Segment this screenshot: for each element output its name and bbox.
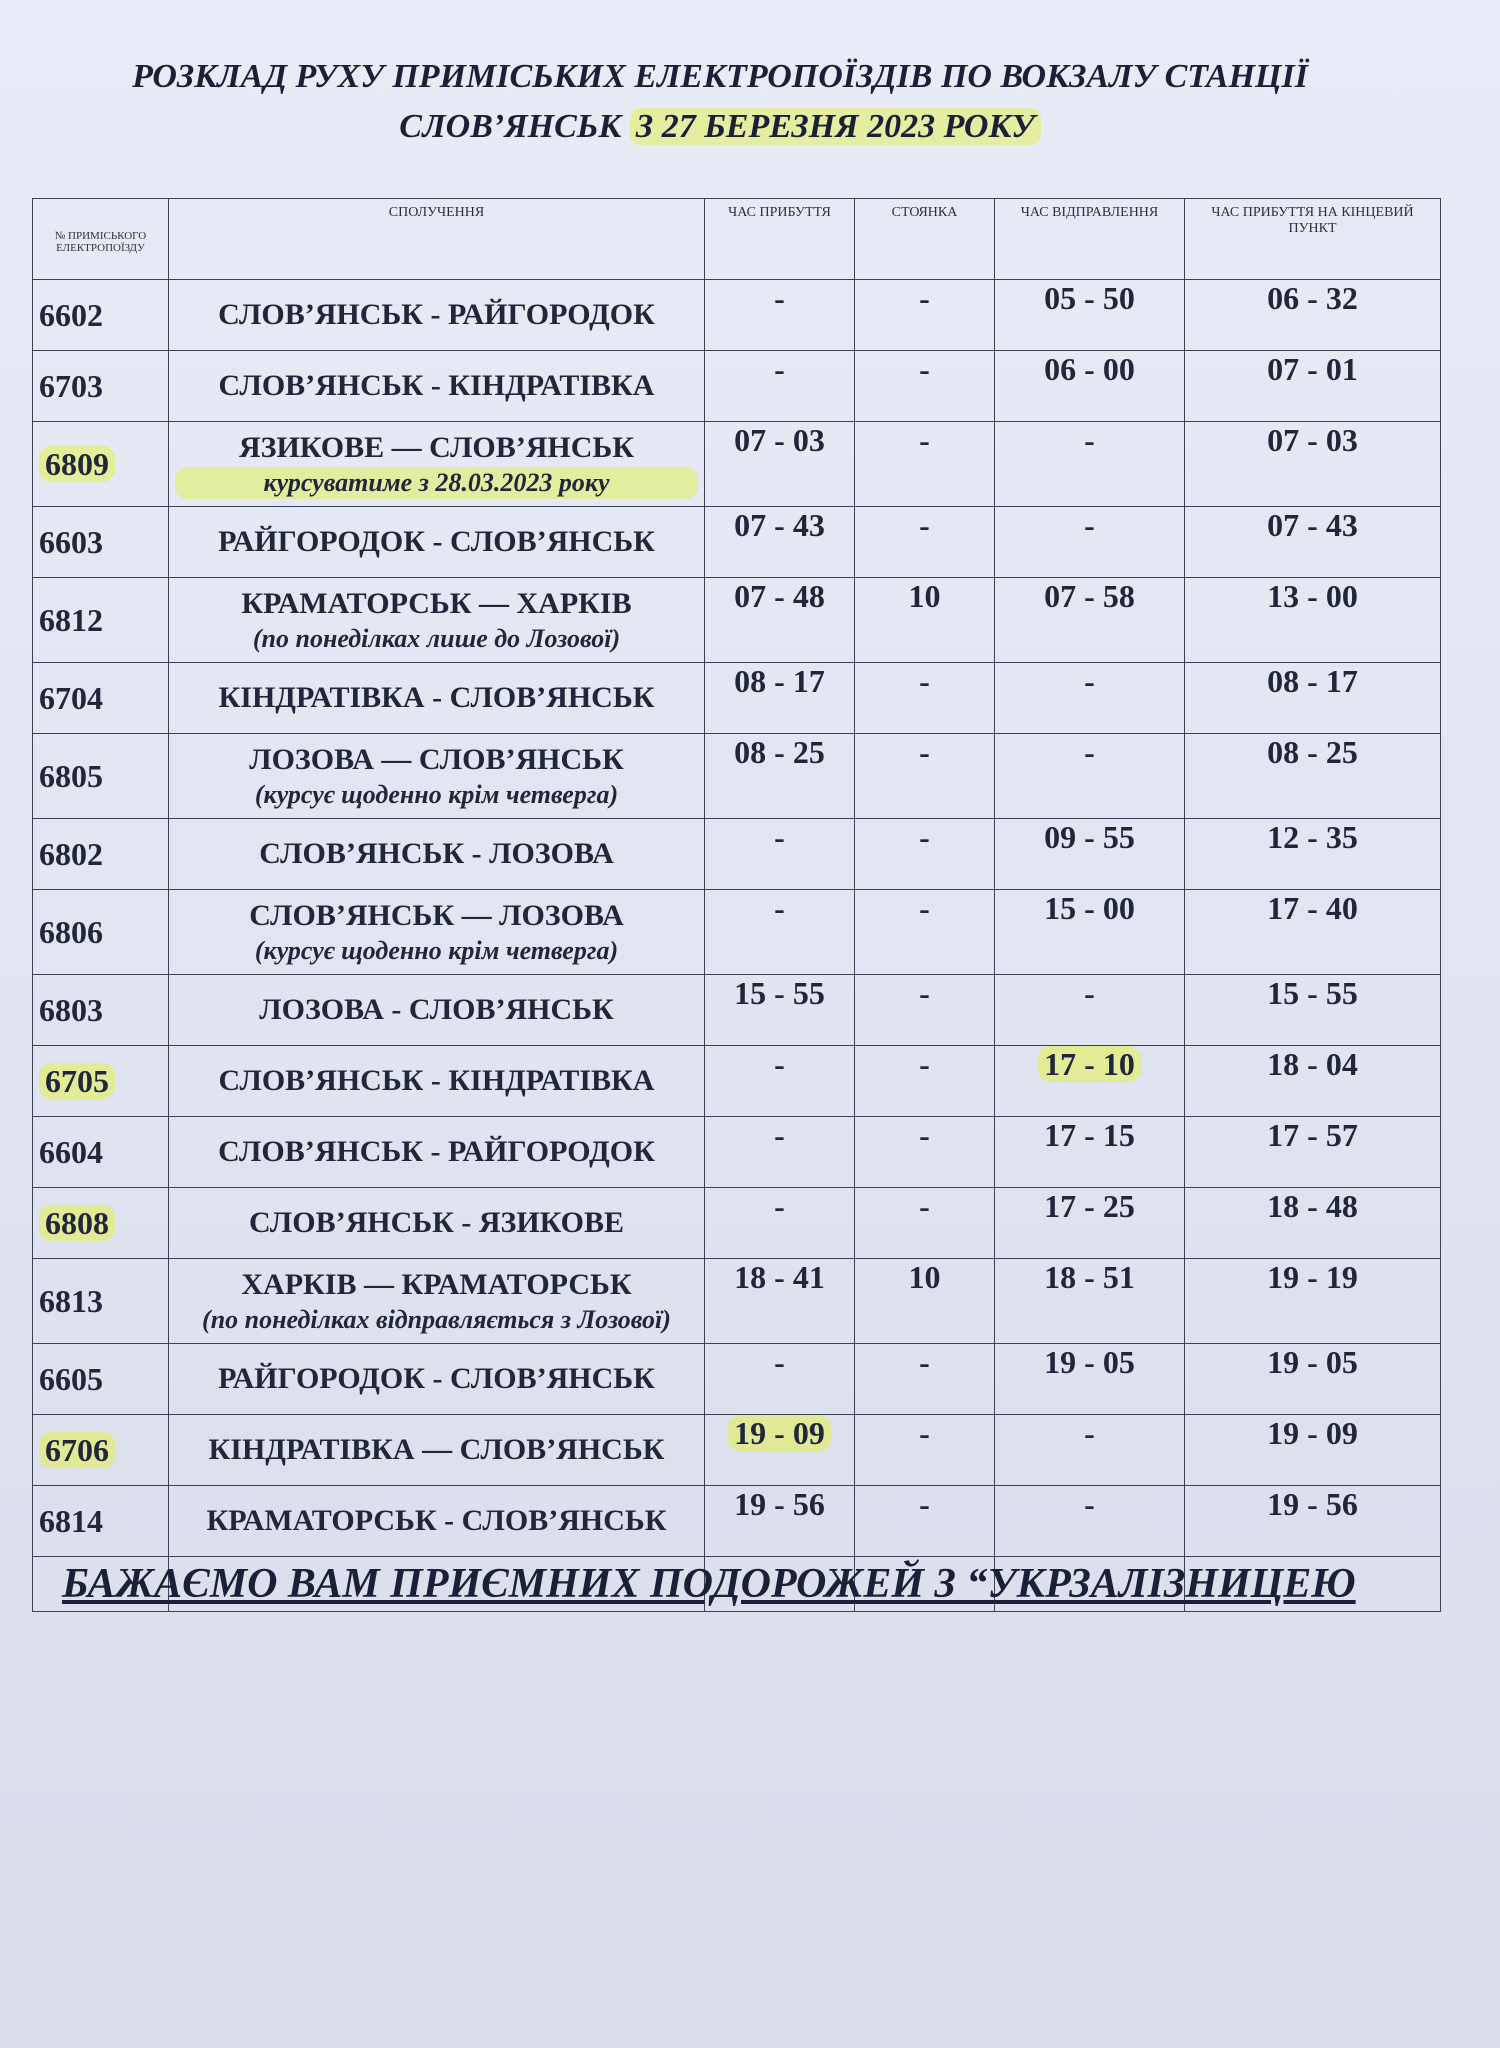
train-number-text: 6602 (39, 296, 103, 333)
departure-time (995, 578, 1185, 663)
train-number (33, 1117, 169, 1188)
route-cell (169, 280, 705, 351)
departure-time (995, 1117, 1185, 1188)
departure-time (995, 351, 1185, 422)
route-name: РАЙГОРОДОК - СЛОВ’ЯНСЬК (218, 1362, 655, 1395)
train-number (33, 1188, 169, 1259)
departure-time-text: 19 - 05 (1044, 1344, 1135, 1380)
route-name: ХАРКІВ — КРАМАТОРСЬК (241, 1268, 632, 1301)
departure-time-text: - (1084, 975, 1095, 1011)
arrival-time (705, 975, 855, 1046)
arrival-time (705, 578, 855, 663)
table-header-row (33, 199, 1441, 280)
stop-duration (855, 351, 995, 422)
final-arrival-time-text: 12 - 35 (1267, 819, 1358, 855)
stop-duration (855, 507, 995, 578)
arrival-time (705, 890, 855, 975)
stop-duration-text: - (919, 734, 930, 770)
departure-time-text: 07 - 58 (1044, 578, 1135, 614)
departure-time (995, 1046, 1185, 1117)
final-arrival-time (1185, 578, 1441, 663)
final-arrival-time-text: 08 - 25 (1267, 734, 1358, 770)
departure-time (995, 734, 1185, 819)
departure-time-text: - (1084, 734, 1095, 770)
train-number-text: 6803 (39, 991, 103, 1028)
arrival-time (705, 734, 855, 819)
stop-duration (855, 734, 995, 819)
table-row (33, 890, 1441, 975)
departure-time (995, 819, 1185, 890)
stop-duration (855, 975, 995, 1046)
route-name: КІНДРАТІВКА — СЛОВ’ЯНСЬК (208, 1433, 665, 1466)
final-arrival-time (1185, 734, 1441, 819)
table-row (33, 1415, 1441, 1486)
header-stop: СТОЯНКА (855, 199, 995, 280)
table-row (33, 1486, 1441, 1557)
final-arrival-time-text: 07 - 01 (1267, 351, 1358, 387)
route-cell (169, 1117, 705, 1188)
route-name: КРАМАТОРСЬК — ХАРКІВ (241, 587, 632, 620)
final-arrival-time-text: 18 - 04 (1267, 1046, 1358, 1082)
stop-duration (855, 1046, 995, 1117)
stop-duration-text: - (919, 422, 930, 458)
route-cell (169, 890, 705, 975)
arrival-time (705, 663, 855, 734)
arrival-time-text: - (774, 819, 785, 855)
train-number-text: 6809 (39, 446, 115, 482)
train-number-text: 6604 (39, 1133, 103, 1170)
train-number (33, 1259, 169, 1344)
arrival-time (705, 1046, 855, 1117)
departure-time (995, 1188, 1185, 1259)
arrival-time (705, 1415, 855, 1486)
route-name: КРАМАТОРСЬК - СЛОВ’ЯНСЬК (206, 1504, 667, 1537)
table-body (33, 280, 1441, 1612)
stop-duration (855, 1117, 995, 1188)
arrival-time (705, 1486, 855, 1557)
final-arrival-time (1185, 1188, 1441, 1259)
stop-duration-text: - (919, 507, 930, 543)
arrival-time (705, 422, 855, 507)
arrival-time-text: - (774, 1046, 785, 1082)
arrival-time-text: - (774, 280, 785, 316)
final-arrival-time (1185, 1486, 1441, 1557)
arrival-time (705, 351, 855, 422)
table-row (33, 734, 1441, 819)
stop-duration (855, 890, 995, 975)
table-row (33, 578, 1441, 663)
train-number (33, 975, 169, 1046)
departure-time-text: 17 - 15 (1044, 1117, 1135, 1153)
stop-duration (855, 280, 995, 351)
title-date-highlighted: З 27 БЕРЕЗНЯ 2023 РОКУ (630, 108, 1041, 145)
train-number (33, 507, 169, 578)
header-train-number: № ПРИМІСЬКОГО ЕЛЕКТРОПОЇЗДУ (33, 199, 169, 280)
departure-time (995, 507, 1185, 578)
stop-duration-text: - (919, 280, 930, 316)
arrival-time-text: 08 - 17 (734, 663, 825, 699)
route-cell (169, 578, 705, 663)
stop-duration-text: - (919, 351, 930, 387)
final-arrival-time (1185, 975, 1441, 1046)
arrival-time (705, 819, 855, 890)
route-name: СЛОВ’ЯНСЬК - РАЙГОРОДОК (218, 1135, 655, 1168)
departure-time-text: 09 - 55 (1044, 819, 1135, 855)
route-name: СЛОВ’ЯНСЬК - КІНДРАТІВКА (218, 1064, 655, 1097)
train-number (33, 890, 169, 975)
train-number (33, 578, 169, 663)
train-number (33, 1046, 169, 1117)
arrival-time-text: 15 - 55 (734, 975, 825, 1011)
train-number-text: 6806 (39, 913, 103, 950)
departure-time (995, 1415, 1185, 1486)
train-number (33, 280, 169, 351)
departure-time-text: 06 - 00 (1044, 351, 1135, 387)
departure-time (995, 1344, 1185, 1415)
schedule-table (32, 198, 1441, 1612)
final-arrival-time-text: 18 - 48 (1267, 1188, 1358, 1224)
stop-duration-text: - (919, 1415, 930, 1451)
departure-time-text: 17 - 10 (1038, 1046, 1141, 1082)
route-note: (курсує щоденно крім четверга) (254, 780, 619, 809)
train-number-text: 6605 (39, 1360, 103, 1397)
arrival-time-text: 08 - 25 (734, 734, 825, 770)
arrival-time (705, 1344, 855, 1415)
departure-time-text: - (1084, 507, 1095, 543)
route-note: (по понеділках лише до Лозової) (252, 624, 621, 653)
header-arrival: ЧАС ПРИБУТТЯ (705, 199, 855, 280)
final-arrival-time-text: 07 - 03 (1267, 422, 1358, 458)
train-number-text: 6813 (39, 1282, 103, 1319)
table-row (33, 507, 1441, 578)
stop-duration-text: - (919, 1486, 930, 1522)
arrival-time (705, 280, 855, 351)
train-number-text: 6705 (39, 1063, 115, 1099)
route-name: ЯЗИКОВЕ — СЛОВ’ЯНСЬК (238, 431, 635, 464)
footer-wish: БАЖАЄМО ВАМ ПРИЄМНИХ ПОДОРОЖЕЙ З “УКРЗАЛІЗНИЦЕЮ (62, 1561, 1356, 1607)
final-arrival-time (1185, 280, 1441, 351)
table-row (33, 1046, 1441, 1117)
title-line-2 (60, 102, 1380, 152)
table-row (33, 1117, 1441, 1188)
arrival-time-text: - (774, 890, 785, 926)
stop-duration (855, 819, 995, 890)
route-cell (169, 734, 705, 819)
route-cell (169, 1259, 705, 1344)
arrival-time-text: - (774, 351, 785, 387)
table-row (33, 1344, 1441, 1415)
title-line-1: РОЗКЛАД РУХУ ПРИМІСЬКИХ ЕЛЕКТРОПОЇЗДІВ ПО ВОКЗАЛУ СТАНЦІЇ (132, 58, 1308, 95)
final-arrival-time-text: 06 - 32 (1267, 280, 1358, 316)
final-arrival-time-text: 17 - 57 (1267, 1117, 1358, 1153)
route-cell (169, 1046, 705, 1117)
header-departure: ЧАС ВІДПРАВЛЕННЯ (995, 199, 1185, 280)
departure-time (995, 422, 1185, 507)
route-name: СЛОВ’ЯНСЬК - КІНДРАТІВКА (218, 369, 655, 402)
final-arrival-time (1185, 422, 1441, 507)
final-arrival-time-text: 19 - 56 (1267, 1486, 1358, 1522)
route-name: КІНДРАТІВКА - СЛОВ’ЯНСЬК (218, 681, 655, 714)
route-name: РАЙГОРОДОК - СЛОВ’ЯНСЬК (218, 525, 655, 558)
arrival-time-text: - (774, 1188, 785, 1224)
final-arrival-time (1185, 890, 1441, 975)
train-number-text: 6814 (39, 1502, 103, 1539)
train-number (33, 819, 169, 890)
route-note: курсуватиме з 28.03.2023 року (175, 467, 698, 499)
title-station: СЛОВ’ЯНСЬК (399, 108, 630, 145)
route-name: СЛОВ’ЯНСЬК - ЛОЗОВА (259, 837, 614, 870)
route-cell (169, 1188, 705, 1259)
stop-duration-text: - (919, 975, 930, 1011)
route-cell (169, 351, 705, 422)
final-arrival-time (1185, 663, 1441, 734)
route-cell (169, 507, 705, 578)
departure-time (995, 1486, 1185, 1557)
stop-duration (855, 1415, 995, 1486)
table-row (33, 1188, 1441, 1259)
train-number-text: 6704 (39, 679, 103, 716)
final-arrival-time (1185, 507, 1441, 578)
arrival-time-text: 07 - 43 (734, 507, 825, 543)
arrival-time (705, 1188, 855, 1259)
departure-time-text: 17 - 25 (1044, 1188, 1135, 1224)
header-final-arrival: ЧАС ПРИБУТТЯ НА КІНЦЕВИЙ ПУНКТ (1185, 199, 1441, 280)
departure-time (995, 890, 1185, 975)
departure-time (995, 1259, 1185, 1344)
route-name: ЛОЗОВА - СЛОВ’ЯНСЬК (259, 993, 614, 1026)
stop-duration (855, 1486, 995, 1557)
table-row (33, 1259, 1441, 1344)
final-arrival-time-text: 13 - 00 (1267, 578, 1358, 614)
route-name: ЛОЗОВА — СЛОВ’ЯНСЬК (249, 743, 624, 776)
arrival-time-text: 19 - 09 (728, 1415, 831, 1451)
train-number (33, 351, 169, 422)
departure-time-text: - (1084, 422, 1095, 458)
stop-duration (855, 422, 995, 507)
stop-duration-text: - (919, 1188, 930, 1224)
stop-duration-text: - (919, 1117, 930, 1153)
departure-time-text: 05 - 50 (1044, 280, 1135, 316)
final-arrival-time-text: 19 - 05 (1267, 1344, 1358, 1380)
train-number (33, 1486, 169, 1557)
train-number-text: 6703 (39, 367, 103, 404)
stop-duration-text: 10 (908, 578, 941, 614)
arrival-time (705, 507, 855, 578)
train-number-text: 6805 (39, 757, 103, 794)
stop-duration (855, 1188, 995, 1259)
route-note: (по понеділках відправляється з Лозової) (202, 1305, 671, 1334)
stop-duration-text: 10 (908, 1259, 941, 1295)
stop-duration-text: - (919, 890, 930, 926)
departure-time-text: 18 - 51 (1044, 1259, 1135, 1295)
stop-duration-text: - (919, 1344, 930, 1380)
train-number (33, 734, 169, 819)
stop-duration-text: - (919, 819, 930, 855)
arrival-time-text: 07 - 48 (734, 578, 825, 614)
route-cell (169, 1415, 705, 1486)
final-arrival-time (1185, 1259, 1441, 1344)
route-name: СЛОВ’ЯНСЬК - РАЙГОРОДОК (218, 298, 655, 331)
table-row (33, 663, 1441, 734)
final-arrival-time-text: 07 - 43 (1267, 507, 1358, 543)
final-arrival-time (1185, 819, 1441, 890)
departure-time (995, 663, 1185, 734)
stop-duration (855, 663, 995, 734)
arrival-time-text: - (774, 1344, 785, 1380)
route-cell (169, 819, 705, 890)
final-arrival-time-text: 17 - 40 (1267, 890, 1358, 926)
departure-time (995, 280, 1185, 351)
final-arrival-time (1185, 1344, 1441, 1415)
table-row (33, 422, 1441, 507)
table-row (33, 351, 1441, 422)
train-number-text: 6802 (39, 835, 103, 872)
train-number (33, 1415, 169, 1486)
route-cell (169, 1486, 705, 1557)
stop-duration (855, 578, 995, 663)
route-cell (169, 975, 705, 1046)
stop-duration-text: - (919, 1046, 930, 1082)
train-number (33, 1344, 169, 1415)
final-arrival-time (1185, 1415, 1441, 1486)
route-name: СЛОВ’ЯНСЬК - ЯЗИКОВЕ (248, 1206, 625, 1239)
arrival-time-text: 18 - 41 (734, 1259, 825, 1295)
stop-duration-text: - (919, 663, 930, 699)
table-row (33, 975, 1441, 1046)
train-number (33, 663, 169, 734)
departure-time (995, 975, 1185, 1046)
train-number-text: 6808 (39, 1205, 115, 1241)
final-arrival-time-text: 19 - 09 (1267, 1415, 1358, 1451)
schedule-title (60, 52, 1380, 152)
departure-time-text: - (1084, 1415, 1095, 1451)
train-number-text: 6706 (39, 1432, 115, 1468)
arrival-time (705, 1117, 855, 1188)
final-arrival-time (1185, 1117, 1441, 1188)
route-name: СЛОВ’ЯНСЬК — ЛОЗОВА (249, 899, 624, 932)
stop-duration (855, 1259, 995, 1344)
train-number (33, 422, 169, 507)
route-cell (169, 422, 705, 507)
table-row (33, 819, 1441, 890)
final-arrival-time-text: 19 - 19 (1267, 1259, 1358, 1295)
final-arrival-time (1185, 351, 1441, 422)
arrival-time-text: 07 - 03 (734, 422, 825, 458)
stop-duration (855, 1344, 995, 1415)
final-arrival-time (1185, 1046, 1441, 1117)
route-note: (курсує щоденно крім четверга) (254, 936, 619, 965)
route-cell (169, 1344, 705, 1415)
final-arrival-time-text: 15 - 55 (1267, 975, 1358, 1011)
departure-time-text: 15 - 00 (1044, 890, 1135, 926)
arrival-time (705, 1259, 855, 1344)
table-row (33, 280, 1441, 351)
train-number-text: 6603 (39, 523, 103, 560)
arrival-time-text: 19 - 56 (734, 1486, 825, 1522)
final-arrival-time-text: 08 - 17 (1267, 663, 1358, 699)
departure-time-text: - (1084, 1486, 1095, 1522)
arrival-time-text: - (774, 1117, 785, 1153)
train-number-text: 6812 (39, 601, 103, 638)
header-route: СПОЛУЧЕННЯ (169, 199, 705, 280)
route-cell (169, 663, 705, 734)
departure-time-text: - (1084, 663, 1095, 699)
